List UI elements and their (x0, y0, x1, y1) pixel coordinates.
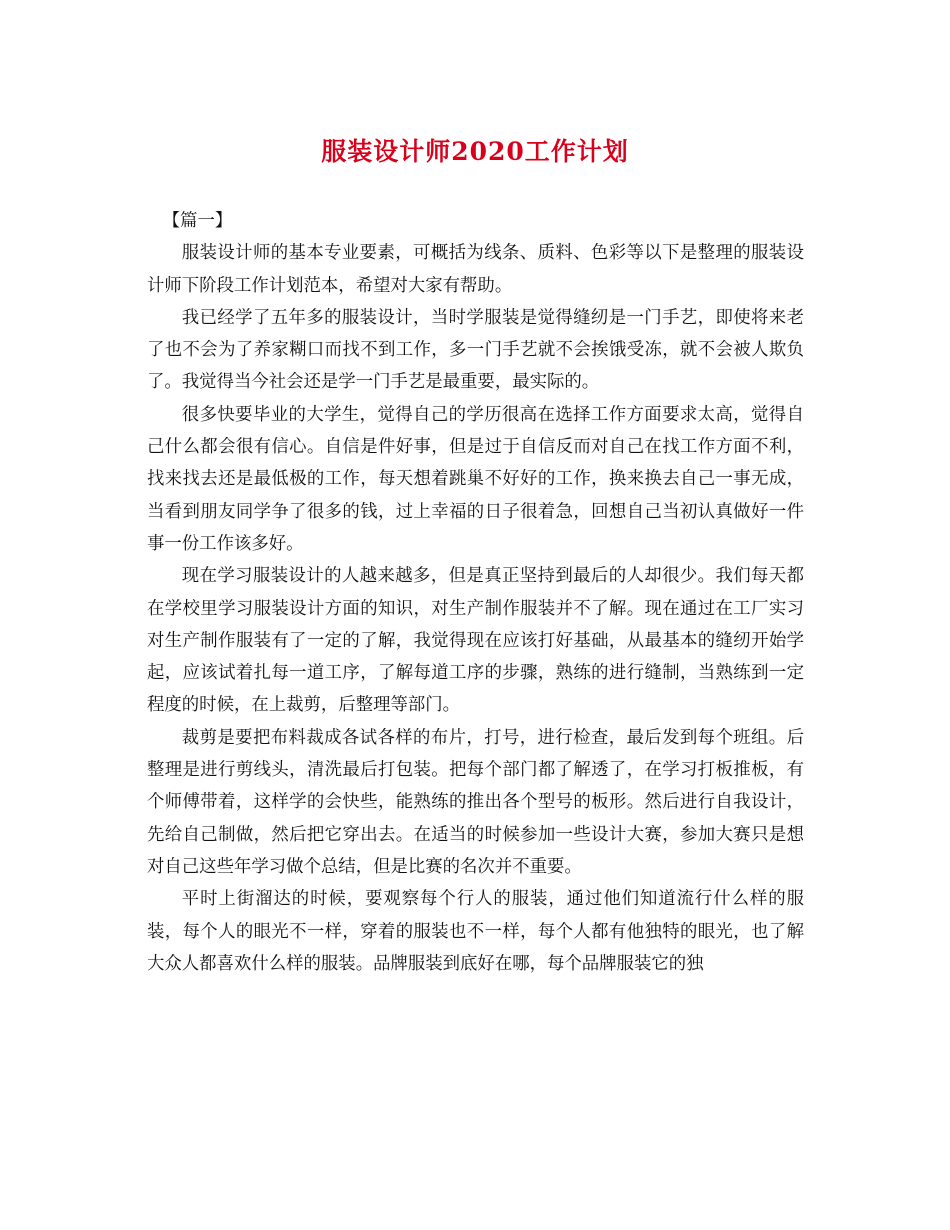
paragraph: 平时上街溜达的时候，要观察每个行人的服装，通过他们知道流行什么样的服装，每个人的眼光不一样，穿着的服装也不一样，每个人都有他独特的眼光，也了解大众人都喜欢什么样的服装。品牌服装到底好在哪，每个品牌服装它的独 (147, 889, 804, 974)
paragraph: 服装设计师的基本专业要素，可概括为线条、质料、色彩等以下是整理的服装设计师下阶段工作计划范本，希望对大家有帮助。 (147, 243, 804, 296)
section-label: 【篇一】 (162, 211, 233, 231)
document-title: 服装设计师2020工作计划 (321, 137, 629, 166)
paragraph: 我已经学了五年多的服装设计，当时学服装是觉得缝纫是一门手艺，即使将来老了也不会为了养家糊口而找不到工作，多一门手艺就不会挨饿受冻，就不会被人欺负了。我觉得当今社会还是学一门手艺是最重要，最实际的。 (147, 307, 804, 393)
paragraph: 现在学习服装设计的人越来越多，但是真正坚持到最后的人却很少。我们每天都在学校里学习服装设计方面的知识，对生产制作服装并不了解。现在通过在工厂实习对生产制作服装有了一定的了解，我觉得现在应该打好基础，从最基本的缝纫开始学起，应该试着扎每一道工序，了解每道工序的步骤，熟练的进行缝制，当熟练到一定程度的时候，在上裁剪，后整理等部门。 (147, 566, 804, 716)
document-body (147, 205, 804, 980)
paragraph: 很多快要毕业的大学生，觉得自己的学历很高在选择工作方面要求太高，觉得自己什么都会很有信心。自信是件好事，但是过于自信反而对自己在找工作方面不利，找来找去还是最低极的工作，每天想着跳巢不好好的工作，换来换去自己一事无成，当看到朋友同学争了很多的钱，过上幸福的日子很着急，回想自己当初认真做好一件事一份工作该多好。 (147, 404, 804, 554)
paragraph: 裁剪是要把布料裁成各试各样的布片，打号，进行检查，最后发到每个班组。后整理是进行剪线头，清洗最后打包装。把每个部门都了解透了，在学习打板推板，有个师傅带着，这样学的会快些，能熟练的推出各个型号的板形。然后进行自我设计，先给自己制做，然后把它穿出去。在适当的时候参加一些设计大赛，参加大赛只是想对自己这些年学习做个总结，但是比赛的名次并不重要。 (147, 727, 804, 877)
